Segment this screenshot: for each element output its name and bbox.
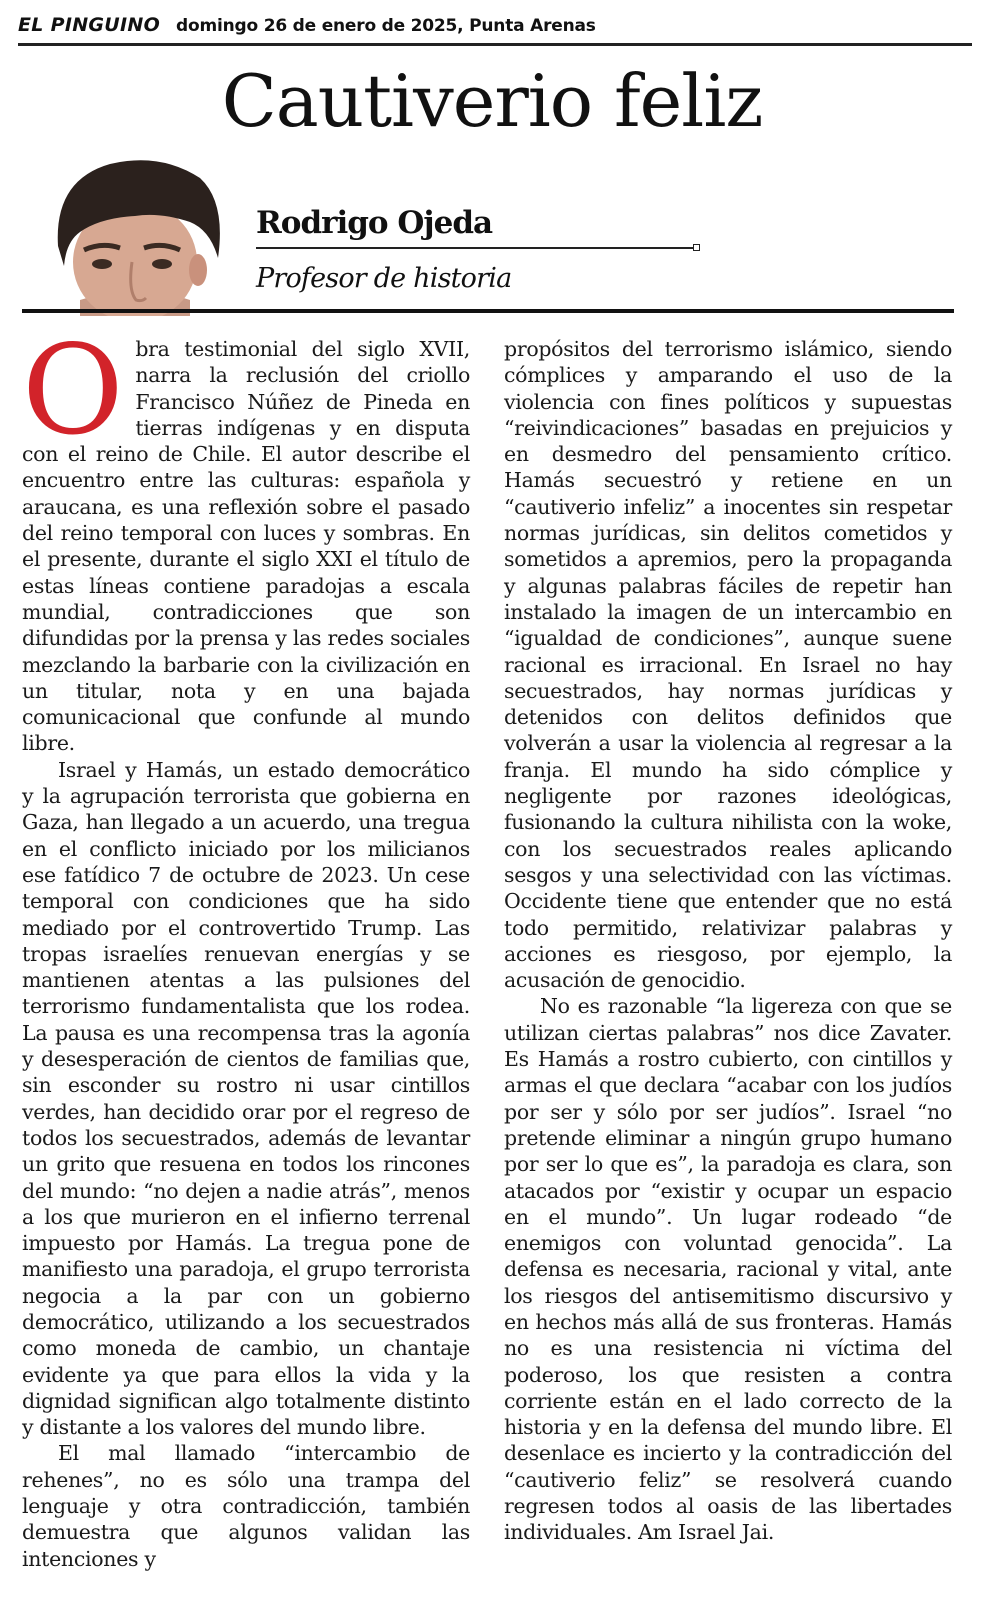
paragraph-4: No es razonable “la ligereza con que se utilizan ciertas palabras” nos dice Zavater. Es Hamás a rostro cubierto, con cintillos y armas el que declara “acabar con los judíos por ser y sólo por ser judíos”. Israel “no pretende eliminar a ningún grupo humano por ser lo que es”, la paradoja es clara, son atacados por “existir y ocupar un espacio en el mundo”. Un lugar rodeado “de enemigos con voluntad genocida”. La defensa es necesaria, racional y vital, ante los riesgos del antisemitismo discursivo y en hechos más allá de sus fronteras. Hamás no es una resistencia ni víctima del poderoso, los que resisten a contra corriente están en el lado correcto de la historia y en la defensa del mundo libre. El desenlace es incierto y la contradicción del “cautiverio feliz” se resolverá cuando regresen todos al oasis de las libertades individuales. Am Israel Jai. [504,994,952,1545]
author-portrait-image [40,150,230,316]
masthead-bar [18,14,596,40]
article-title: Cautiverio feliz [221,59,763,143]
top-divider [18,43,972,46]
paragraph-1-text: bra testimonial del siglo XVII, narra la reclusión del criollo Francisco Núñez de Pineda en tierras indígenas y en disputa con el reino de Chile. El autor describe el encuentro entre las culturas: española y araucana, es una reflexión sobre el pasado del reino temporal con luces y sombras. En el presente, durante el siglo XXI el título de estas líneas contiene paradojas a escala mundial, contradicciones que son difundidas por la prensa y las redes sociales mezclando la barbarie con la civilización en un titular, nota y en una bajada comunicacional que confunde al mundo libre. [22,337,470,756]
column-left [22,319,470,1572]
column-right [504,336,952,1546]
dateline: domingo 26 de enero de 2025, Punta Arenas [176,16,596,36]
author-divider-end [693,244,700,251]
section-divider [22,309,954,313]
paragraph-2: Israel y Hamás, un estado democrático y la agrupación terrorista que gobierna en Gaza, han llegado a un acuerdo, una tregua en el conflicto iniciado por los milicianos ese fatídico 7 de octubre de 2023. Un cese temporal con condiciones que ha sido mediado por el controvertido Trump. Las tropas israelíes renuevan energías y se mantienen atentas a las pulsiones del terrorismo fundamentalista que los rodea. La pausa es una recompensa tras la agonía y desesperación de cientos de familias que, sin esconder su rostro ni usar cintillos verdes, han decidido orar por el regreso de todos los secuestrados, además de levantar un grito que resuena en todos los rincones del mundo: “no dejen a nadie atrás”, menos a los que murieron en el infierno terrenal impuesto por Hamás. La tregua pone de manifiesto una paradoja, el grupo terrorista negocia a la par con un gobierno democrático, utilizando a los secuestrados como moneda de cambio, un chantaje evidente ya que para ellos la vida y la dignidad significan algo totalmente distinto y distante a los valores del mundo libre. [22,757,470,1440]
dropcap: O [22,319,124,463]
paragraph-3-continued: propósitos del terrorismo islámico, siendo cómplices y amparando el uso de la violencia con fines políticos y supuestas “reivindicaciones” basadas en prejuicios y en desmedro del pensamiento crítico. Hamás secuestró y retiene en un “cautiverio infeliz” a inocentes sin respetar normas jurídicas, sin delitos cometidos y sometidos a apremios, pero la propaganda y algunas palabras fáciles de repetir han instalado la imagen de un intercambio en “igualdad de condiciones”, aunque suene racional es irracional. En Israel no hay secuestrados, hay normas jurídicas y detenidos con delitos definidos que volverán a usar la violencia al regresar a la franja. El mundo ha sido cómplice y negligente por razones ideológicas, fusionando la cultura nihilista con la woke, con los secuestrados reales aplicando sesgos y una selectividad con las víctimas. Occidente tiene que entender que no está todo permitido, relativizar palabras y acciones es riesgoso, por ejemplo, la acusación de genocidio. [504,337,952,993]
author-divider [256,247,696,249]
author-role: Profesor de historia [256,263,512,294]
newspaper-logo: EL PINGUINO [18,14,161,36]
author-name: Rodrigo Ojeda [256,205,493,241]
author-portrait [40,150,230,316]
paragraph-1 [22,319,470,757]
paragraph-3: El mal llamado “intercambio de rehenes”, no es sólo una trampa del lenguaje y otra contradicción, también demuestra que algunos validan las intenciones y [22,1441,470,1571]
